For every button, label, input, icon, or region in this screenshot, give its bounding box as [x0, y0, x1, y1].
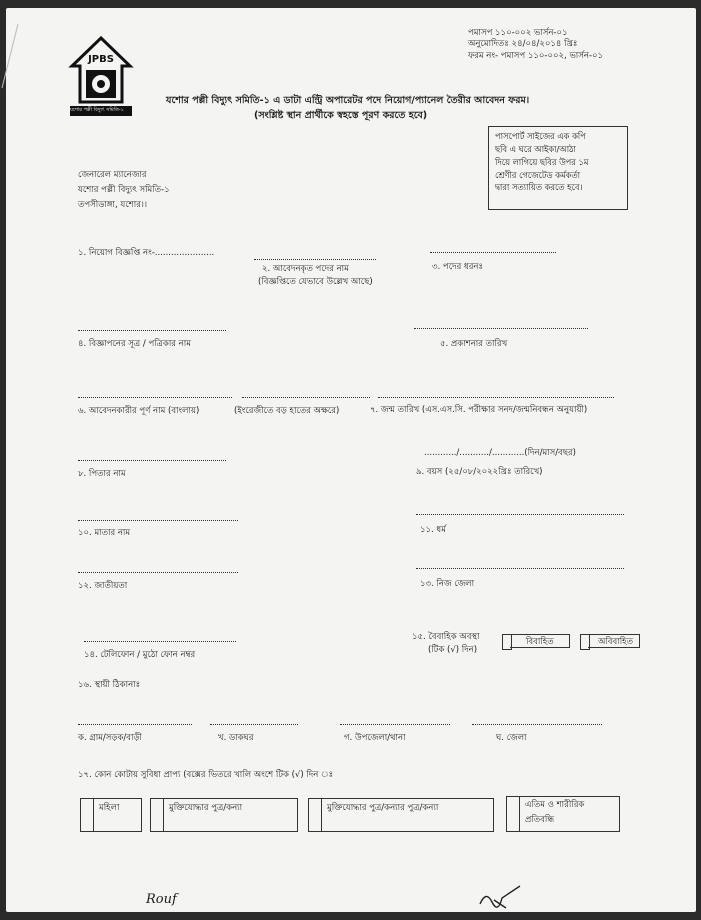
field-birth-date: ৭. জন্ম তারিখ (এস.এস.সি. পরীক্ষার সনদ/জন্মনিবন্ধন অনুযায়ী): [370, 405, 588, 415]
quota-orphan-label: এতিম ও শারীরিক: [525, 800, 585, 810]
field-nationality: ১২. জাতীয়তা: [78, 581, 128, 591]
quota-orphan-box[interactable]: [506, 796, 620, 832]
ref-line: অনুমোদিতঃ ২৪/০৪/২০১৪ খ্রিঃ: [468, 39, 578, 50]
photo-instruction-line: শ্রেণীর গেজেটেড কর্মকর্তা: [495, 169, 580, 180]
father-name-line[interactable]: [78, 460, 226, 461]
field-district: ঘ. জেলা: [496, 733, 527, 743]
village-line[interactable]: [78, 724, 192, 725]
field-religion: ১১. ধর্ম: [420, 525, 446, 535]
field-age: ৯. বয়স (২৫/০৮/২০২২খ্রিঃ তারিখে): [416, 467, 543, 477]
quota-ff-grandchild-label: মুক্তিযোদ্ধার পুত্র/কন্যার পুত্র/কন্যা: [327, 803, 439, 813]
field-name-bangla: ৬. আবেদনকারীর পূর্ণ নাম (বাংলায়): [78, 406, 200, 416]
post-office-line[interactable]: [210, 724, 298, 725]
name-bangla-line[interactable]: [78, 397, 232, 398]
field-marital-note: (টিক (√) দিন): [428, 645, 478, 655]
mother-name-line[interactable]: [78, 520, 238, 521]
signature-handwritten: Rouf: [146, 892, 177, 907]
addressee-block: [78, 168, 170, 213]
logo-caption: যশোর পল্লী বিদ্যুৎ সমিতি-১: [70, 107, 124, 113]
field-post-name-note: (বিজ্ঞপ্তিতে যেভাবে উল্লেখ আছে): [258, 277, 373, 287]
form-subtitle: (সংশ্লিষ্ট স্থান প্রার্থীকে স্বহস্তে পূরণ করতে হবে): [254, 110, 428, 121]
field-mother-name: ১০. মাতার নাম: [78, 528, 131, 538]
phone-line[interactable]: [84, 641, 236, 642]
photo-instruction-line: দিয়ে লাগিয়ে ছবির উপর ১ম: [495, 156, 589, 167]
field-father-name: ৮. পিতার নাম: [78, 469, 126, 479]
quota-ff-child-label: মুক্তিযোদ্ধার পুত্র/কন্যা: [169, 803, 243, 813]
ref-line: পমাসপ ১১০-০০২ ভার্সন-০১: [468, 28, 568, 38]
publish-date-line[interactable]: [414, 328, 588, 329]
field-permanent-address: ১৬. স্থায়ী ঠিকানাঃ: [78, 680, 141, 690]
paper-edge-mark: [0, 20, 20, 90]
upazila-line[interactable]: [340, 724, 450, 725]
addressee-line: জেনারেল ম্যানেজার: [78, 170, 147, 180]
field-publish-date: ৫. প্রকাশনার তারিখ: [440, 339, 508, 349]
ref-line: ফরম নং- পমাসপ ১১০-০০২, ভার্সন-০১: [468, 50, 604, 61]
addressee-line: যশোর পল্লী বিদ্যুৎ সমিতি-১: [78, 184, 170, 195]
unmarried-label: অবিবাহিত: [588, 634, 640, 648]
signature-scribble: [476, 882, 526, 912]
name-english-line[interactable]: [242, 397, 370, 398]
photo-instruction-line: দ্বারা সত্যায়িত করতে হবে।: [495, 182, 583, 193]
application-form-page: [6, 8, 696, 912]
home-district-line[interactable]: [416, 568, 624, 569]
quota-ff-grandchild-box[interactable]: [308, 798, 494, 832]
field-post-name: ২. আবেদনকৃত পদের নাম: [262, 264, 349, 274]
post-name-line[interactable]: [254, 259, 376, 260]
photo-instruction-line: পাসপোর্ট সাইজের এক কপি: [495, 131, 586, 141]
quota-female-label: মহিলা: [99, 803, 120, 813]
quota-female-box[interactable]: [80, 798, 142, 832]
photo-instruction-line: ছবি এ ঘরে আইকা/আঠা: [495, 143, 576, 154]
quota-ff-child-box[interactable]: [150, 798, 298, 832]
photo-box[interactable]: [488, 126, 628, 210]
field-circular-no: ১. নিয়োগ বিজ্ঞপ্তি নং-......................: [78, 248, 215, 258]
source-line[interactable]: [78, 330, 226, 331]
field-name-english: (ইংরেজীতে বড় হাতের অক্ষরে): [234, 406, 340, 416]
field-village: ক. গ্রাম/সড়ক/বাড়ী: [78, 733, 142, 743]
field-marital-status: ১৫. বৈবাহিক অবস্থা: [412, 632, 480, 642]
quota-disabled-label: প্রতিবন্ধি: [525, 815, 555, 825]
religion-line[interactable]: [416, 514, 624, 515]
addressee-line: তপসীডাঙ্গা, যশোর।।: [78, 199, 147, 210]
field-post-type: ৩. পদের ধরনঃ: [432, 262, 484, 272]
nationality-line[interactable]: [78, 572, 238, 573]
form-title: যশোর পল্লী বিদ্যুৎ সমিতি-১ এ ডাটা এন্ট্রি অপারেটর পদে নিয়োগ/প্যানেল তৈরীর আবেদন ফরম।: [166, 95, 530, 106]
dob-format-line[interactable]: ............/.........../............(দিন/মাস/বছর): [424, 448, 576, 458]
post-type-line[interactable]: [430, 252, 556, 253]
district-line[interactable]: [472, 724, 602, 725]
field-upazila: গ. উপজেলা/থানা: [344, 733, 406, 743]
field-ad-source: ৪. বিজ্ঞাপনের সূত্র / পত্রিকার নাম: [78, 339, 191, 349]
married-label: বিবাহিত: [510, 634, 570, 648]
field-phone: ১৪. টেলিফোন / মুঠো ফোন নম্বর: [84, 650, 196, 660]
field-post-office: খ. ডাকঘর: [218, 733, 254, 743]
logo-text: JPBS: [88, 54, 114, 65]
reference-block: [468, 28, 603, 62]
field-quota: ১৭. কোন কোটায় সুবিধা প্রাপ্য (বক্সের ভিতরে খালি অংশে টিক (√) দিন ঃ: [78, 770, 334, 780]
birth-date-line[interactable]: [378, 397, 614, 398]
field-home-district: ১৩. নিজ জেলা: [420, 579, 475, 589]
